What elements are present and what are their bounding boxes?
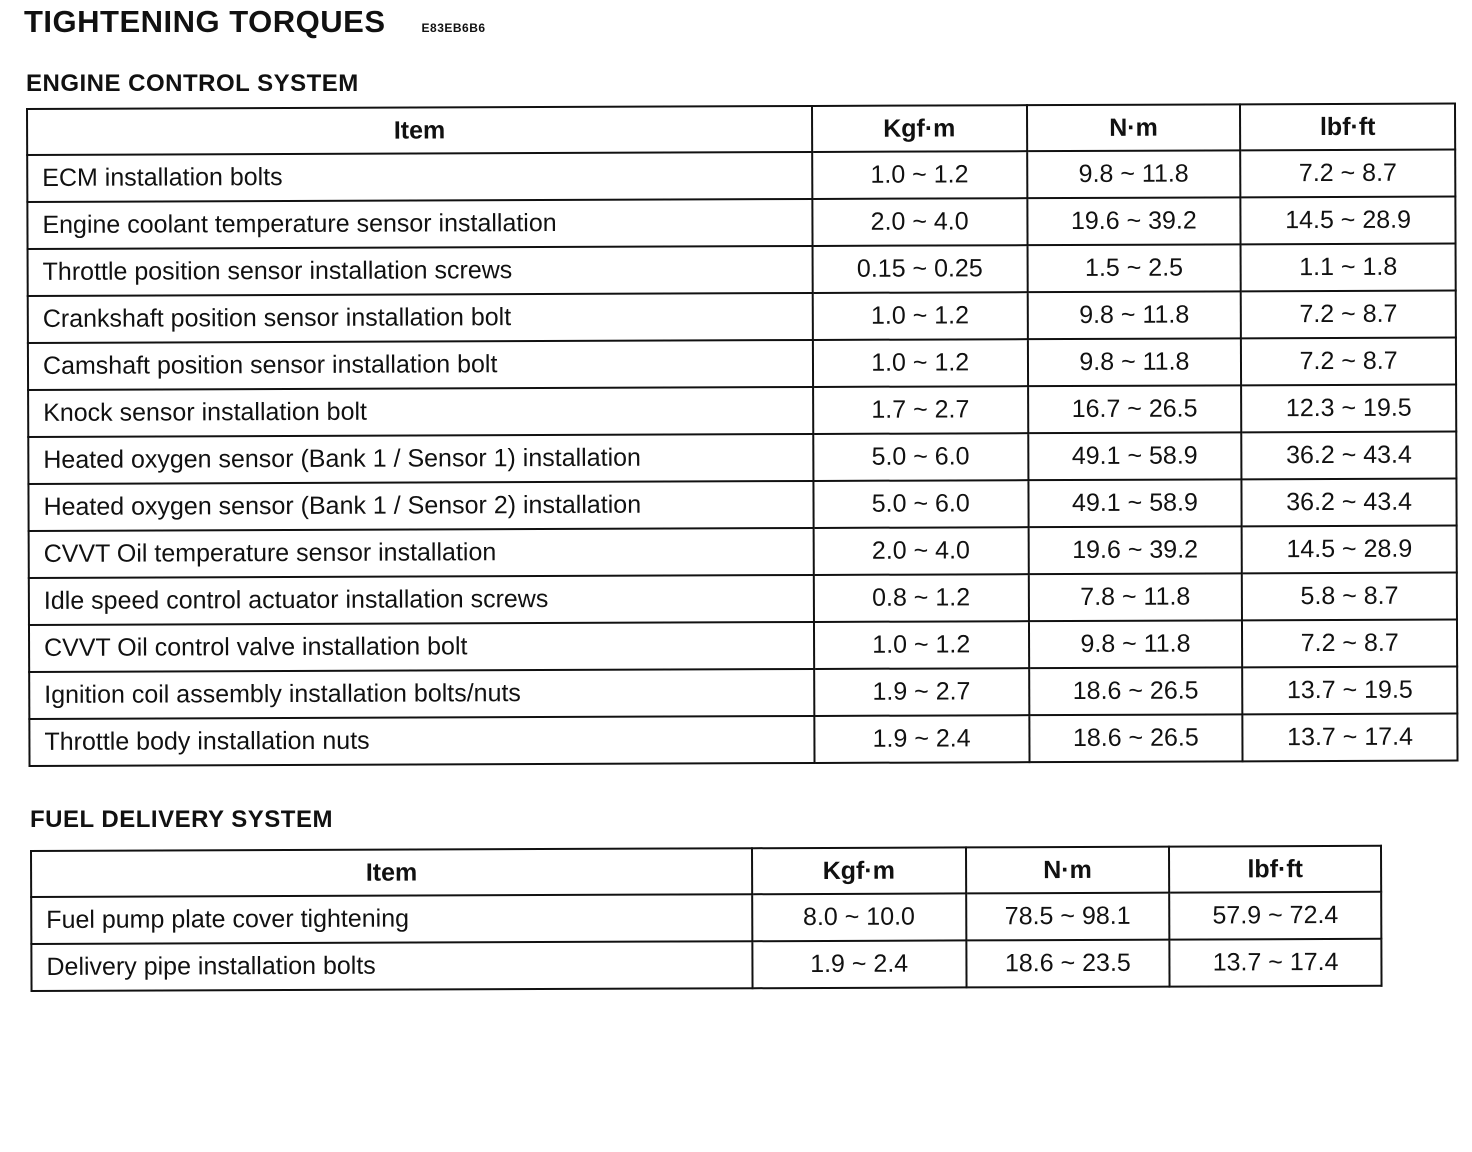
n-m-cell: 19.6 ~ 39.2	[1027, 197, 1241, 245]
lbf-ft-cell: 36.2 ~ 43.4	[1242, 479, 1457, 527]
lbf-ft-cell: 14.5 ~ 28.9	[1242, 526, 1457, 574]
item-cell: ECM installation bolts	[27, 152, 812, 202]
page-title: TIGHTENING TORQUES	[24, 4, 386, 39]
item-cell: Ignition coil assembly installation bolts/nuts	[29, 669, 814, 719]
table-row	[29, 526, 1457, 578]
kgf-m-cell: 0.15 ~ 0.25	[812, 245, 1027, 293]
table-row	[27, 150, 1455, 202]
table-row	[29, 714, 1457, 766]
kgf-m-cell: 0.8 ~ 1.2	[814, 574, 1029, 622]
table-row	[27, 197, 1455, 249]
kgf-m-cell: 1.0 ~ 1.2	[814, 621, 1029, 669]
item-cell: Crankshaft position sensor installation bolt	[28, 293, 813, 343]
table-header-row	[27, 104, 1455, 155]
table-row	[28, 385, 1456, 437]
lbf-ft-cell: 57.9 ~ 72.4	[1169, 892, 1381, 940]
column-header-lbf-ft: lbf·ft	[1240, 104, 1455, 151]
column-header-n-m: N·m	[1027, 104, 1241, 151]
table-header-row	[31, 846, 1381, 897]
kgf-m-cell: 5.0 ~ 6.0	[813, 480, 1028, 528]
kgf-m-cell: 8.0 ~ 10.0	[752, 893, 966, 941]
column-header-lbf-ft: lbf·ft	[1169, 846, 1381, 893]
n-m-cell: 7.8 ~ 11.8	[1028, 573, 1242, 621]
kgf-m-cell: 2.0 ~ 4.0	[813, 527, 1028, 575]
n-m-cell: 9.8 ~ 11.8	[1027, 150, 1241, 198]
item-cell: Idle speed control actuator installation screws	[29, 575, 814, 625]
fuel-delivery-section-title: FUEL DELIVERY SYSTEM	[30, 806, 333, 833]
table-row	[28, 338, 1456, 390]
item-cell: Heated oxygen sensor (Bank 1 / Sensor 1) installation	[28, 434, 813, 484]
lbf-ft-cell: 5.8 ~ 8.7	[1242, 573, 1457, 621]
n-m-cell: 9.8 ~ 11.8	[1029, 620, 1243, 668]
table-row	[31, 939, 1381, 991]
table-row	[29, 573, 1457, 625]
n-m-cell: 49.1 ~ 58.9	[1028, 479, 1242, 527]
item-cell: Heated oxygen sensor (Bank 1 / Sensor 2) installation	[28, 481, 813, 531]
lbf-ft-cell: 36.2 ~ 43.4	[1242, 432, 1457, 480]
kgf-m-cell: 5.0 ~ 6.0	[813, 433, 1028, 481]
n-m-cell: 9.8 ~ 11.8	[1027, 291, 1241, 339]
lbf-ft-cell: 12.3 ~ 19.5	[1241, 385, 1456, 433]
title-row	[24, 4, 486, 40]
item-cell: Delivery pipe installation bolts	[31, 941, 752, 991]
fuel-delivery-torque-table	[30, 845, 1383, 992]
column-header-item: Item	[27, 106, 812, 155]
n-m-cell: 78.5 ~ 98.1	[966, 893, 1170, 941]
lbf-ft-cell: 7.2 ~ 8.7	[1240, 150, 1455, 198]
engine-control-table-body	[27, 150, 1457, 766]
kgf-m-cell: 1.9 ~ 2.4	[752, 940, 966, 988]
lbf-ft-cell: 7.2 ~ 8.7	[1242, 620, 1457, 668]
kgf-m-cell: 1.0 ~ 1.2	[813, 292, 1028, 340]
n-m-cell: 49.1 ~ 58.9	[1028, 432, 1242, 480]
item-cell: Throttle position sensor installation screws	[28, 246, 813, 296]
lbf-ft-cell: 13.7 ~ 17.4	[1170, 939, 1382, 987]
n-m-cell: 18.6 ~ 23.5	[966, 940, 1170, 988]
n-m-cell: 18.6 ~ 26.5	[1029, 667, 1243, 715]
column-header-kgf-m: Kgf·m	[752, 847, 966, 894]
lbf-ft-cell: 13.7 ~ 19.5	[1242, 667, 1457, 715]
n-m-cell: 9.8 ~ 11.8	[1027, 338, 1241, 386]
item-cell: Knock sensor installation bolt	[28, 387, 813, 437]
lbf-ft-cell: 14.5 ~ 28.9	[1241, 197, 1456, 245]
n-m-cell: 16.7 ~ 26.5	[1028, 385, 1242, 433]
item-cell: CVVT Oil temperature sensor installation	[29, 528, 814, 578]
lbf-ft-cell: 7.2 ~ 8.7	[1241, 291, 1456, 339]
n-m-cell: 1.5 ~ 2.5	[1027, 244, 1241, 292]
kgf-m-cell: 1.0 ~ 1.2	[812, 151, 1027, 199]
table-row	[29, 620, 1457, 672]
kgf-m-cell: 1.9 ~ 2.4	[814, 715, 1029, 763]
table-row	[28, 479, 1456, 531]
engine-control-section-title: ENGINE CONTROL SYSTEM	[26, 70, 359, 97]
item-cell: CVVT Oil control valve installation bolt	[29, 622, 814, 672]
kgf-m-cell: 2.0 ~ 4.0	[812, 198, 1027, 246]
column-header-n-m: N·m	[966, 847, 1170, 894]
table-row	[28, 291, 1456, 343]
lbf-ft-cell: 1.1 ~ 1.8	[1241, 244, 1456, 292]
column-header-item: Item	[31, 848, 752, 897]
document-code: E83EB6B6	[421, 21, 486, 35]
fuel-delivery-table-body	[31, 892, 1381, 991]
lbf-ft-cell: 13.7 ~ 17.4	[1243, 714, 1458, 762]
column-header-kgf-m: Kgf·m	[812, 105, 1027, 152]
n-m-cell: 18.6 ~ 26.5	[1029, 714, 1243, 762]
lbf-ft-cell: 7.2 ~ 8.7	[1241, 338, 1456, 386]
table-row	[28, 432, 1456, 484]
table-row	[28, 244, 1456, 296]
item-cell: Engine coolant temperature sensor installation	[27, 199, 812, 249]
item-cell: Fuel pump plate cover tightening	[31, 894, 752, 944]
kgf-m-cell: 1.7 ~ 2.7	[813, 386, 1028, 434]
table-row	[29, 667, 1457, 719]
n-m-cell: 19.6 ~ 39.2	[1028, 526, 1242, 574]
kgf-m-cell: 1.0 ~ 1.2	[813, 339, 1028, 387]
item-cell: Camshaft position sensor installation bolt	[28, 340, 813, 390]
engine-control-torque-table	[26, 103, 1459, 767]
item-cell: Throttle body installation nuts	[29, 716, 814, 766]
table-row	[31, 892, 1381, 944]
kgf-m-cell: 1.9 ~ 2.7	[814, 668, 1029, 716]
